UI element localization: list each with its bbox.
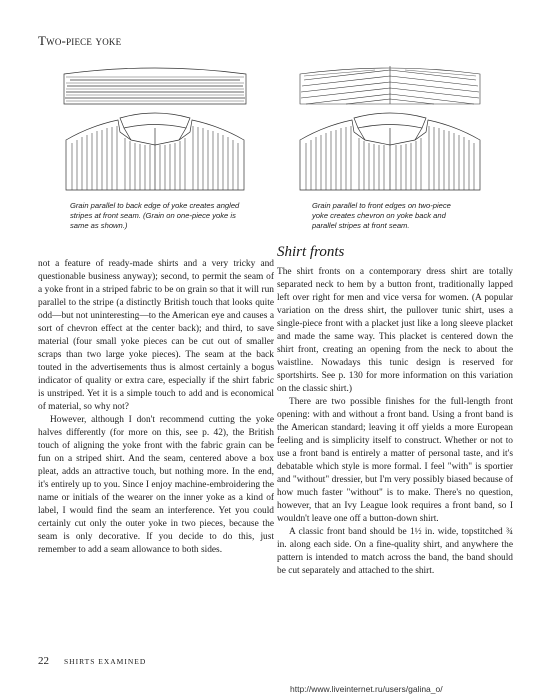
paragraph: There are two possible finishes for the full-length front opening: with and without a front band. Using a front band is the American standard; leaving it off yields a more European feeling and is simplicity itself to construct. Whether or not to use a front band is entirely a matter of personal taste, and it's debatable which style is more formal. I feel "with" is sportier and "without" dressier, but I'm very possibly biased because of how much faster "without" is to make. There's no question, however, that an Ivy League look requires a front band, so I wouldn't leave one off a button-down shirt. <box>277 397 513 524</box>
body-column-left <box>38 258 274 557</box>
running-title: SHIRTS EXAMINED <box>64 657 147 666</box>
shirt-back-right <box>300 113 480 190</box>
body-column-right <box>277 266 513 578</box>
subsection-heading: Shirt fronts <box>277 244 345 260</box>
page-number: 22 <box>38 655 49 667</box>
caption-left: Grain parallel to back edge of yoke creates angled stripes at front seam. (Grain on one-piece yoke is same as shown.) <box>70 201 240 230</box>
paragraph: However, although I don't recommend cutting the yoke halves differently (for more on this, see p. 42), the British touch of aligning the yoke front with the fabric grain can be fun on a striped shirt. And the seam, centered above a box pleat, adds an attractive touch, but nothing more. In the end, it's entirely up to you. Since I enjoy machine-embroidering the name or initials of the wearer on the inner yoke as a kind of label, I would find the seam an interference. Yet you could certainly cut only the outer yoke in two pieces, because the seam is only decorative. If you decide to do this, just remember to add a seam allowance to both sides. <box>38 415 274 555</box>
yoke-flat-right <box>300 66 480 104</box>
paragraph: not a feature of ready-made shirts and a very tricky and questionable business anyway); second, to permit the seam of a yoke front in a striped fabric to be on grain so that it will run parallel to the stripe (a distinctly British touch that looks quite odd—but not uninteresting—to the American eye and causes a sort of chevron effect at the center back); and third, to save material (four small yoke pieces can be cut out of smaller scraps than two large yoke pieces). The seam at the back touted in the advertisements thus is almost certainly a bogus indicator of quality or extra care, especially if the shirt fabric is unstriped. Yet it is a simple touch to add and is economical of material, so why not? <box>38 259 274 412</box>
paragraph: A classic front band should be 1½ in. wide, topstitched ¾ in. along each side. On a fine-quality shirt, and anywhere the pattern is intended to match across the band, the band should be cut separately and attached to the shirt. <box>277 527 513 576</box>
section-title: Two-piece yoke <box>38 33 122 48</box>
watermark-url: http://www.liveinternet.ru/users/galina_o/ <box>290 684 443 694</box>
paragraph: The shirt fronts on a contemporary dress shirt are totally separated neck to hem by a button front, traditionally lapped left over right for men and vice versa for women. (A popular variation on the dress shirt, the pullover tunic shirt, uses a single-piece front with a placket just like a long sleeve placket and made the same way. This placket is centered down the shirt front, creating an opening from the neck to about the waistline. Nowadays this tunic design is reserved for sportshirts. See p. 130 for more information on this variation on the classic shirt.) <box>277 267 513 394</box>
caption-right: Grain parallel to front edges on two-piece yoke creates chevron on yoke back and parallel stripes at front seam. <box>312 201 451 230</box>
